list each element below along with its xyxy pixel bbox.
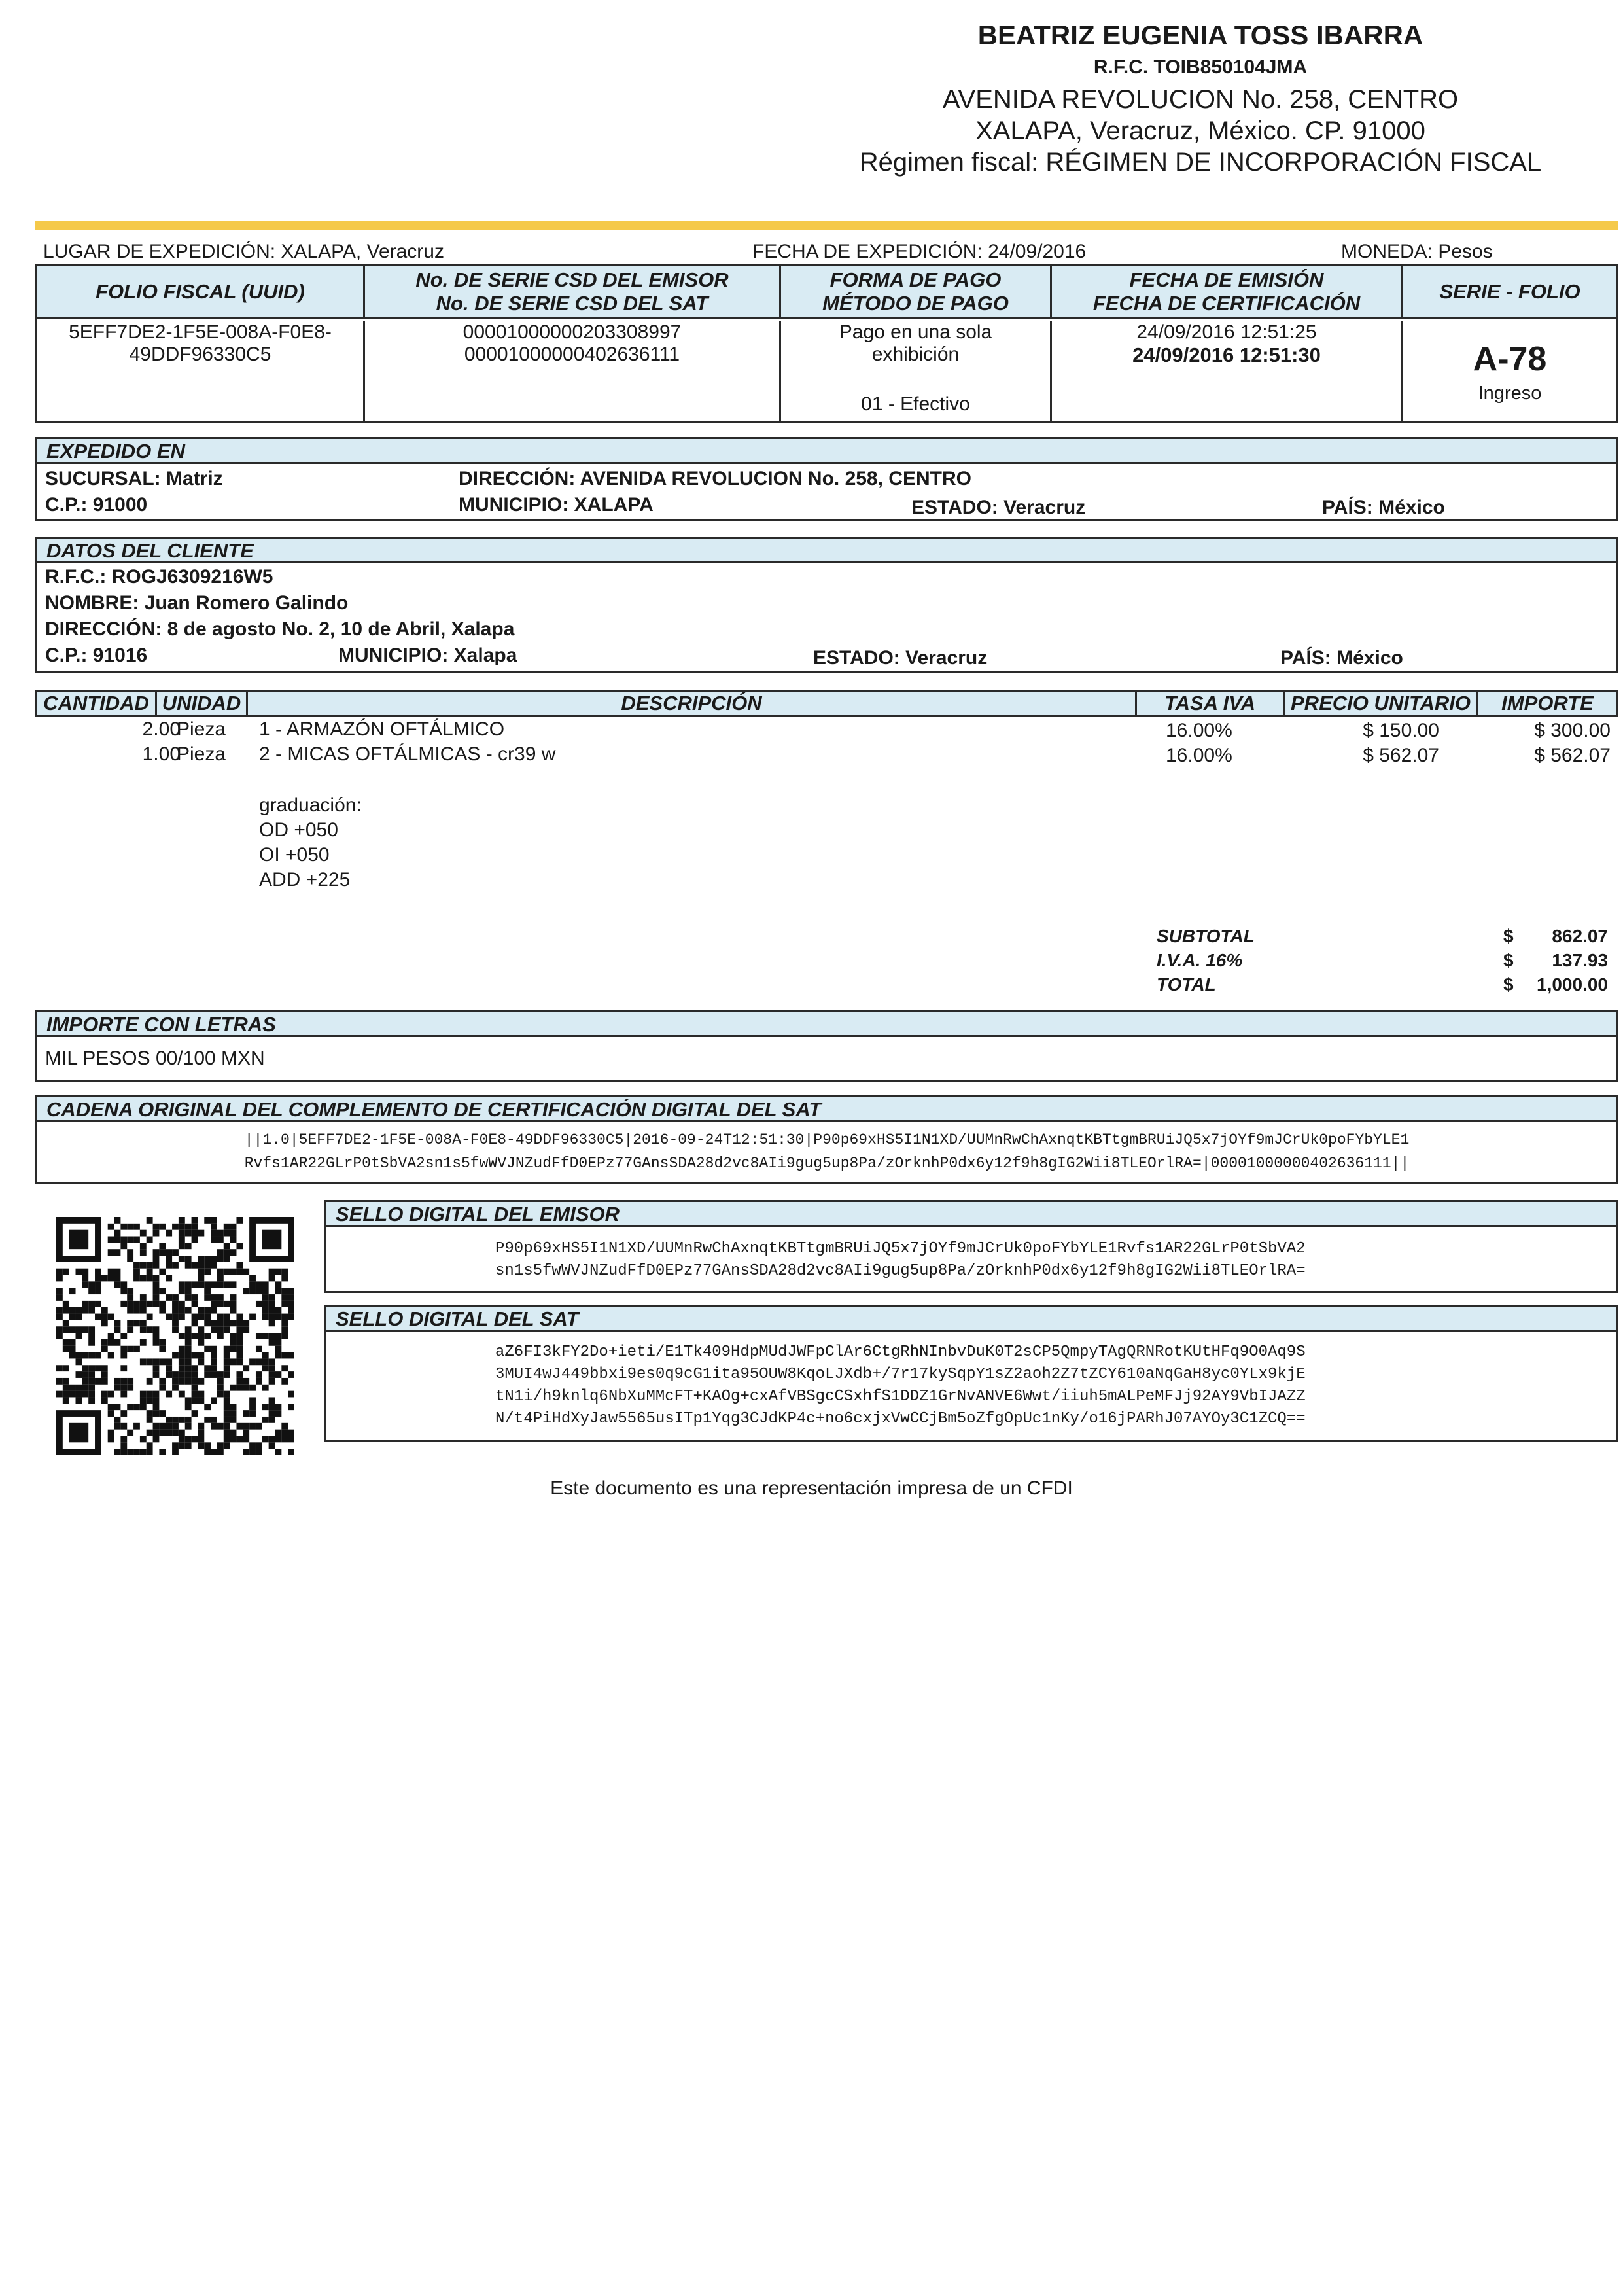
header-serie-folio (1403, 266, 1616, 319)
issuer-name: BEATRIZ EUGENIA TOSS IBARRA (977, 20, 1423, 50)
cadena-line2: Rvfs1AR22GLrP0tSbVA2sn1s5fwWVJNZudFfD0EPz77GAnsSDA28d2vc8AIi9gug5up8Pa/zOrknhP0dx6y12f9h8gIG2Wii8TLEOrlRA=|00001000000402636111|| (244, 1155, 1410, 1172)
expedido-estado: ESTADO: Veracruz (911, 497, 1086, 518)
cliente-cp: C.P.: 91016 (45, 645, 148, 666)
footer-note: Este documento es una representación impresa de un CFDI (550, 1477, 1073, 1499)
cadena-section (35, 1095, 1618, 1184)
uuid-line1: 5EFF7DE2-1F5E-008A-F0E8- (69, 321, 332, 343)
sello-sat-line2: 3MUI4wJ449bbxi9es0q9cG1ita95OUW8KqoLJXdb+/7r17kySqpY1sZ2aoh2Z7tZCY610aNqGaH8yc0YLx9kjE (495, 1366, 1306, 1383)
note-line: ADD +225 (259, 869, 351, 891)
item-2-cantidad: 1.00 (142, 743, 181, 765)
iva-value: 137.93 (1552, 950, 1608, 970)
lugar-expedicion: LUGAR DE EXPEDICIÓN: XALAPA, Veracruz (43, 241, 444, 262)
folio-value: A-78 (1473, 340, 1547, 378)
fecha-expedicion: FECHA DE EXPEDICIÓN: 24/09/2016 (752, 241, 1087, 262)
cadena-title: CADENA ORIGINAL DEL COMPLEMENTO DE CERTIFICACIÓN DIGITAL DEL SAT (37, 1097, 1616, 1122)
issuer-city: XALAPA, Veracruz, México. CP. 91000 (975, 116, 1425, 145)
cliente-pais: PAÍS: México (1280, 647, 1403, 669)
issuer-address: AVENIDA REVOLUCION No. 258, CENTRO (942, 85, 1459, 114)
expedido-sucursal: SUCURSAL: Matriz (45, 468, 223, 489)
sello-sat-line1: aZ6FI3kFY2Do+ieti/E1Tk409HdpMUdJWFpClAr6CtgRhNInbvDuK0T2sCP5QmpyTAgQRNRotKUtHFq9O0Aq9S (495, 1343, 1306, 1361)
header-folio-fiscal-label: FOLIO FISCAL (UUID) (96, 279, 305, 303)
total-currency: $ (1503, 974, 1514, 995)
items-header (35, 690, 1618, 717)
cliente-estado: ESTADO: Veracruz (813, 647, 988, 669)
header-precio-unitario: PRECIO UNITARIO (1285, 692, 1478, 715)
fecha-cell (1052, 321, 1403, 421)
cliente-section (35, 537, 1618, 673)
total-value: 1,000.00 (1537, 974, 1608, 995)
header-serie-sat-label: No. DE SERIE CSD DEL SAT (436, 291, 708, 315)
qr-code (56, 1217, 294, 1455)
items-body (35, 718, 1618, 771)
totals (1157, 924, 1614, 997)
expedido-title: EXPEDIDO EN (37, 439, 1616, 464)
item-2-unidad: Pieza (177, 743, 226, 765)
tipo-comprobante: Ingreso (1478, 383, 1542, 404)
total-label: TOTAL (1157, 974, 1216, 995)
iva-label: I.V.A. 16% (1157, 950, 1243, 970)
item-1-unidad: Pieza (177, 718, 226, 740)
header-forma-pago (781, 266, 1052, 319)
iva-currency: $ (1503, 950, 1514, 970)
header-cantidad: CANTIDAD (37, 692, 157, 715)
serie-emisor-value: 00001000000203308997 (462, 321, 682, 343)
forma-pago-line2: exhibición (871, 344, 960, 365)
subtotal-currency: $ (1503, 926, 1514, 946)
cliente-direccion: DIRECCIÓN: 8 de agosto No. 2, 10 de Abril, Xalapa (45, 618, 515, 640)
expedido-cp: C.P.: 91000 (45, 494, 148, 516)
sello-emisor-section (324, 1200, 1618, 1293)
cliente-rfc: R.F.C.: ROGJ6309216W5 (45, 566, 273, 588)
forma-pago-line1: Pago en una sola (839, 321, 992, 343)
expedido-municipio: MUNICIPIO: XALAPA (459, 494, 654, 516)
header-serie-emisor-label: No. DE SERIE CSD DEL EMISOR (415, 268, 729, 291)
header-descripcion: DESCRIPCIÓN (248, 692, 1135, 715)
header-unidad: UNIDAD (157, 692, 248, 715)
cliente-title: DATOS DEL CLIENTE (37, 539, 1616, 563)
expedido-direccion: DIRECCIÓN: AVENIDA REVOLUCION No. 258, CENTRO (459, 468, 971, 489)
header-metodo-pago-label: MÉTODO DE PAGO (822, 291, 1009, 315)
expedido-pais: PAÍS: México (1322, 497, 1445, 518)
subtotal-label: SUBTOTAL (1157, 926, 1255, 946)
sello-sat-section (324, 1305, 1618, 1442)
info-table (35, 264, 1618, 423)
header-tasa-iva: TASA IVA (1137, 692, 1285, 715)
item-1-precio: $ 150.00 (1363, 720, 1439, 741)
accent-bar (35, 221, 1618, 230)
folio-cell (1403, 321, 1616, 421)
cadena-line1: ||1.0|5EFF7DE2-1F5E-008A-F0E8-49DDF96330C5|2016-09-24T12:51:30|P90p69xHS5I1N1XD/UUMnRwChAxnqtKBTtgmBRUiJQ5x7jOYf9mJCrUk0poFYbYLE1 (244, 1131, 1410, 1148)
item-2-importe: $ 562.07 (1534, 745, 1611, 766)
item-1-descripcion: 1 - ARMAZÓN OFTÁLMICO (259, 718, 505, 740)
header-serie-folio-label: SERIE - FOLIO (1439, 279, 1580, 303)
forma-pago-cell (781, 321, 1052, 421)
sello-emisor-line2: sn1s5fwWVJNZudFfD0EPz77GAnsSDA28d2vc8AIi9gug5up8Pa/zOrknhP0dx6y12f9h8gIG2Wii8TLEOrlRA= (495, 1262, 1306, 1280)
letras-section (35, 1010, 1618, 1082)
metodo-pago-value: 01 - Efectivo (861, 393, 970, 415)
item-2-descripcion: 2 - MICAS OFTÁLMICAS - cr39 w (259, 743, 556, 765)
sello-emisor-title: SELLO DIGITAL DEL EMISOR (326, 1202, 1616, 1227)
header-fecha-emision (1052, 266, 1403, 319)
cliente-nombre: NOMBRE: Juan Romero Galindo (45, 592, 349, 614)
item-2-precio: $ 562.07 (1363, 745, 1439, 766)
header-serie-csd (365, 266, 781, 319)
fecha-emision-value: 24/09/2016 12:51:25 (1136, 321, 1317, 343)
sello-sat-line3: tN1i/h9knlq6NbXuMMcFT+KAOg+cxAfVBSgcCSxhfS1DDZ1GrNvANVE6Wwt/iiuh5mALPeMFJj92AY9VbIJAZZ (495, 1388, 1306, 1405)
header-forma-pago-label: FORMA DE PAGO (829, 268, 1002, 291)
issuer-regimen: Régimen fiscal: RÉGIMEN DE INCORPORACIÓN FISCAL (859, 148, 1542, 177)
sello-sat-title: SELLO DIGITAL DEL SAT (326, 1307, 1616, 1332)
header-fecha-cert-label: FECHA DE CERTIFICACIÓN (1092, 291, 1361, 315)
moneda: MONEDA: Pesos (1341, 241, 1493, 262)
note-line: OD +050 (259, 819, 338, 841)
serie-sat-value: 00001000000402636111 (464, 344, 680, 365)
header-importe: IMPORTE (1478, 692, 1616, 715)
issuer-rfc: R.F.C. TOIB850104JMA (1093, 56, 1308, 78)
fecha-cert-value: 24/09/2016 12:51:30 (1132, 344, 1321, 366)
note-line: graduación: (259, 794, 362, 816)
expedido-section (35, 437, 1618, 521)
letras-value: MIL PESOS 00/100 MXN (45, 1048, 265, 1069)
subtotal-value: 862.07 (1552, 926, 1608, 946)
note-line: OI +050 (259, 844, 330, 866)
header-fecha-emision-label: FECHA DE EMISIÓN (1129, 268, 1324, 291)
item-1-importe: $ 300.00 (1534, 720, 1611, 741)
item-1-tasa: 16.00% (1166, 720, 1232, 741)
header-folio-fiscal (37, 266, 365, 319)
serie-cell (365, 321, 781, 421)
sello-sat-line4: N/t4PiHdXyJaw5565usITp1Yqg3CJdKP4c+no6cxjxVwCCjBm5oZfgOpUc1nKy/o16jPARhJ07AYOy3C1ZCQ== (495, 1410, 1306, 1428)
sello-emisor-line1: P90p69xHS5I1N1XD/UUMnRwChAxnqtKBTtgmBRUiJQ5x7jOYf9mJCrUk0poFYbYLE1Rvfs1AR22GLrP0tSbVA2 (495, 1240, 1306, 1258)
cliente-municipio: MUNICIPIO: Xalapa (338, 645, 517, 666)
letras-title: IMPORTE CON LETRAS (37, 1012, 1616, 1037)
uuid-line2: 49DDF96330C5 (129, 344, 271, 365)
item-2-tasa: 16.00% (1166, 745, 1232, 766)
item-notes (259, 793, 362, 892)
uuid-cell (37, 321, 365, 421)
item-1-cantidad: 2.00 (142, 718, 181, 740)
